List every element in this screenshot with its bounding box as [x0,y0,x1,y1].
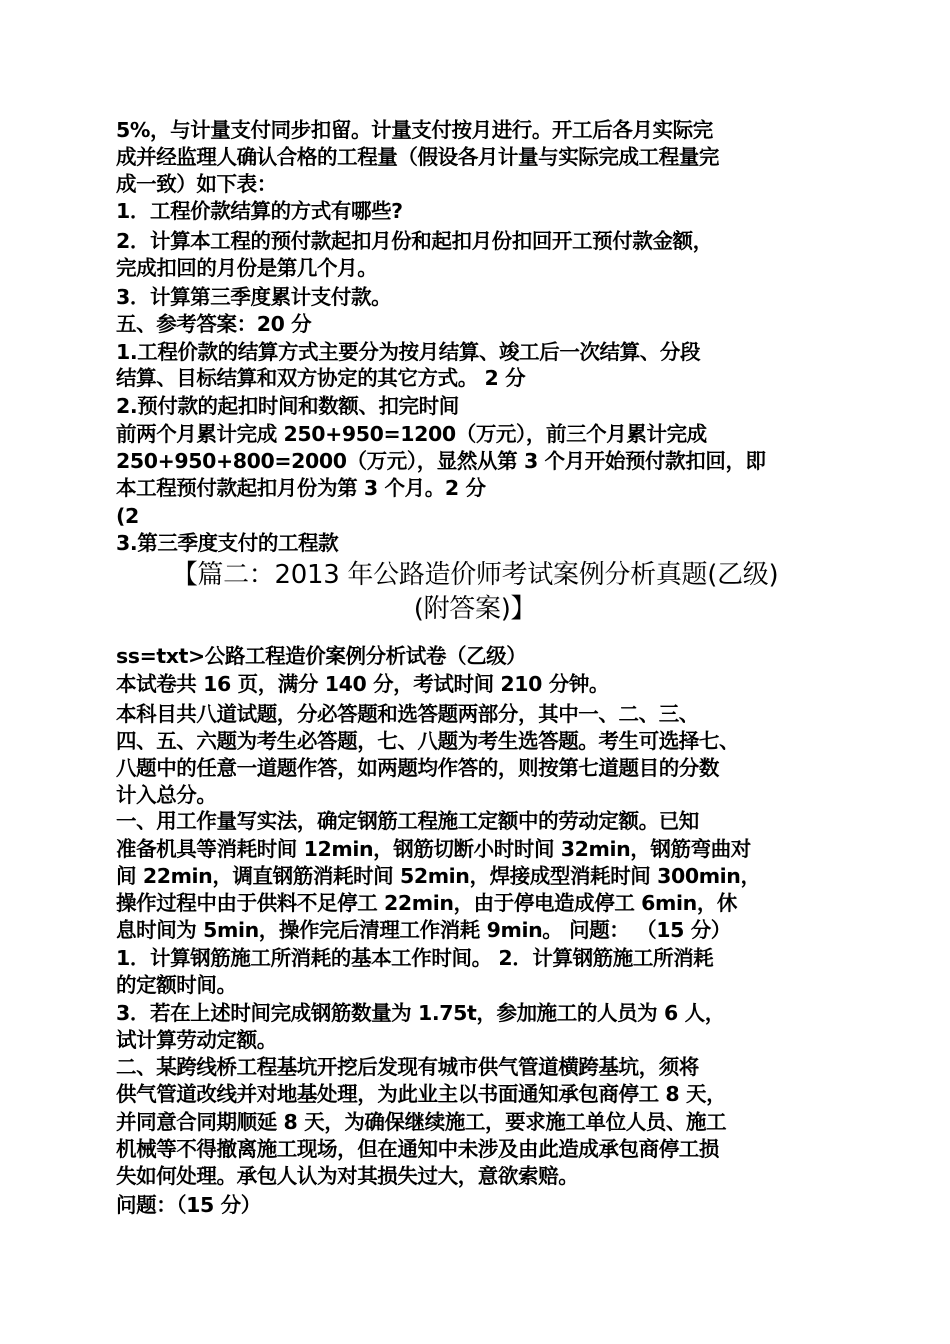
text-line: 八题中的任意一道题作答，如两题均作答的，则按第七道题目的分数 [116,756,719,780]
answer-heading: 五、参考答案：20 分 [116,312,312,336]
text-line: 失如何处理。承包人认为对其损失过大，意欲索赔。 [116,1164,579,1188]
question-line: 1．工程价款结算的方式有哪些? [116,199,403,223]
question-line: 3．若在上述时间完成钢筋数量为 1.75t，参加施工的人员为 6 人， [116,1001,725,1025]
question-line: 3．计算第三季度累计支付款。 [116,285,392,309]
text-line: 供气管道改线并对地基处理，为此业主以书面通知承包商停工 8 天， [116,1082,727,1106]
answer-line: 2.预付款的起扣时间和数额、扣完时间 [116,394,459,418]
text-line: 四、五、六题为考生必答题，七、八题为考生选答题。考生可选择七、 [116,729,740,753]
question-line: 2．计算本工程的预付款起扣月份和起扣月份扣回开工预付款金额， [116,229,713,253]
text-line: 5%，与计量支付同步扣留。计量支付按月进行。开工后各月实际完 [116,118,713,142]
answer-line: 本工程预付款起扣月份为第 3 个月。2 分 [116,476,486,500]
answer-line: 3.第三季度支付的工程款 [116,531,339,555]
text-line: 成一致）如下表： [116,172,277,196]
section-title-continued: (附答案)】 [413,594,537,624]
text-line: 完成扣回的月份是第几个月。 [116,256,378,280]
text-line: 本科目共八道试题，分必答题和选答题两部分，其中一、二、三、 [116,702,699,726]
text-line: 操作过程中由于供料不足停工 22min，由于停电造成停工 6min，休 [116,891,738,915]
exam-title: ss=txt>公路工程造价案例分析试卷（乙级） [116,644,527,668]
section-title: 【篇二：2013 年公路造价师考试案例分析真题(乙级) [171,560,779,590]
answer-line: 1.工程价款的结算方式主要分为按月结算、竣工后一次结算、分段 [116,340,701,364]
question-line: 二、某跨线桥工程基坑开挖后发现有城市供气管道横跨基坑，须将 [116,1055,699,1079]
question-line: 问题：（15 分） [116,1193,261,1217]
text-line: 的定额时间。 [116,973,237,997]
text-line: 本试卷共 16 页，满分 140 分，考试时间 210 分钟。 [116,672,610,696]
text-line: 间 22min，调直钢筋消耗时间 52min，焊接成型消耗时间 300min， [116,864,761,888]
question-line: 1．计算钢筋施工所消耗的基本工作时间。 2．计算钢筋施工所消耗 [116,946,714,970]
text-line: 息时间为 5min，操作完后清理工作消耗 9min。 问题： （15 分） [116,918,731,942]
text-line: 准备机具等消耗时间 12min，钢筋切断小时时间 32min，钢筋弯曲对 [116,837,751,861]
text-line: 成并经监理人确认合格的工程量（假设各月计量与实际完成工程量完 [116,145,719,169]
question-line: 一、用工作量写实法，确定钢筋工程施工定额中的劳动定额。已知 [116,809,699,833]
answer-line: 前两个月累计完成 250+950=1200（万元），前三个月累计完成 [116,422,707,446]
answer-line: 250+950+800=2000（万元），显然从第 3 个月开始预付款扣回，即 [116,449,766,473]
text-line: 并同意合同期顺延 8 天，为确保继续施工，要求施工单位人员、施工 [116,1110,727,1134]
text-line: 机械等不得撤离施工现场，但在通知中未涉及由此造成承包商停工损 [116,1137,719,1161]
text-line: 试计算劳动定额。 [116,1028,277,1052]
text-line: 计入总分。 [116,783,217,807]
answer-line: (2 [116,504,139,528]
answer-line: 结算、目标结算和双方协定的其它方式。 2 分 [116,366,526,390]
